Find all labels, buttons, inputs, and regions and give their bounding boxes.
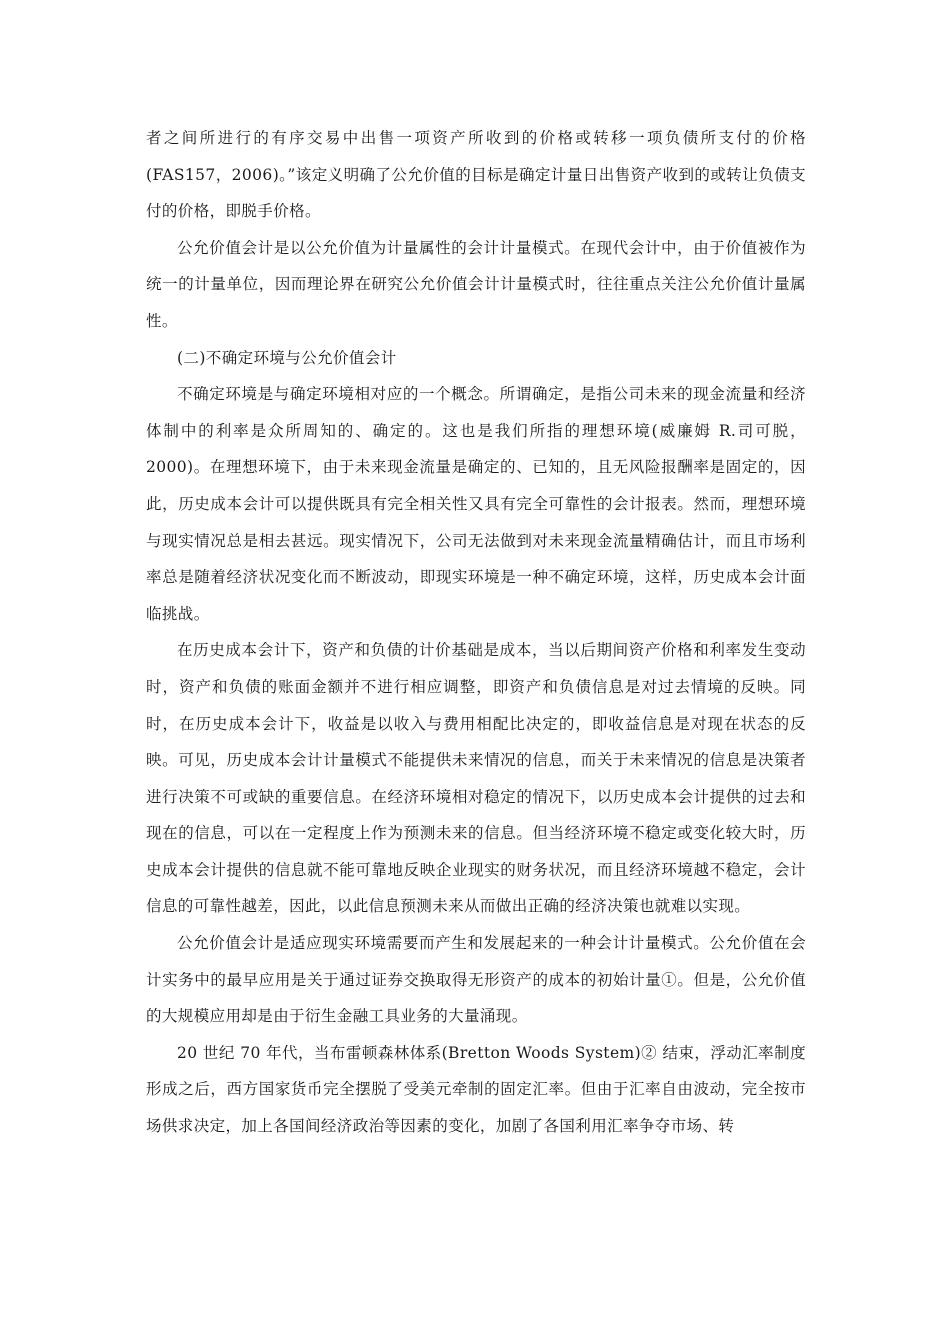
section-heading: (二)不确定环境与公允价值会计 (177, 348, 397, 367)
paragraph-1: 者之间所进行的有序交易中出售一项资产所收到的价格或转移一项负债所支付的价格(FAS157，2006)。”该定义明确了公允价值的目标是确定计量日出售资产收到的或转让负债支付的价格，即脱手价格。 (146, 129, 806, 221)
document-body (146, 120, 806, 1145)
paragraph-4: 在历史成本会计下，资产和负债的计价基础是成本，当以后期间资产价格和利率发生变动时，资产和负债的账面金额并不进行相应调整，即资产和负债信息是对过去情境的反映。同时，在历史成本会计下，收益是以收入与费用相配比决定的，即收益信息是对现在状态的反映。可见，历史成本会计计量模式不能提供未来情况的信息，而关于未来情况的信息是决策者进行决策不可或缺的重要信息。在经济环境相对稳定的情况下，以历史成本会计提供的过去和现在的信息，可以在一定程度上作为预测未来的信息。但当经济环境不稳定或变化较大时，历史成本会计提供的信息就不能可靠地反映企业现实的财务状况，而且经济环境越不稳定，会计信息的可靠性越差，因此，以此信息预测未来从而做出正确的经济决策也就难以实现。 (146, 641, 806, 916)
paragraph-3: 不确定环境是与确定环境相对应的一个概念。所谓确定，是指公司未来的现金流量和经济体制中的利率是众所周知的、确定的。这也是我们所指的理想环境(威廉姆 R.司可脱，2000)。在理想环境下，由于未来现金流量是确定的、已知的，且无风险报酬率是固定的，因此，历史成本会计可以提供既具有完全相关性又具有完全可靠性的会计报表。然而，理想环境与现实情况总是相去甚远。现实情况下，公司无法做到对未来现金流量精确估计，而且市场利率总是随着经济状况变化而不断波动，即现实环境是一种不确定环境，这样，历史成本会计面临挑战。 (146, 385, 806, 623)
paragraph-5: 公允价值会计是适应现实环境需要而产生和发展起来的一种会计计量模式。公允价值在会计实务中的最早应用是关于通过证券交换取得无形资产的成本的初始计量①。但是，公允价值的大规模应用却是由于衍生金融工具业务的大量涌现。 (146, 934, 806, 1026)
paragraph-6: 20 世纪 70 年代，当布雷顿森林体系(Bretton Woods System)② 结束，浮动汇率制度形成之后，西方国家货币完全摆脱了受美元牵制的固定汇率。但由于汇率自由波动，完全按市场供求决定，加上各国间经济政治等因素的变化，加剧了各国利用汇率争夺市场、转 (146, 1043, 806, 1136)
paragraph-2: 公允价值会计是以公允价值为计量属性的会计计量模式。在现代会计中，由于价值被作为统一的计量单位，因而理论界在研究公允价值会计计量模式时，往往重点关注公允价值计量属性。 (146, 238, 806, 330)
